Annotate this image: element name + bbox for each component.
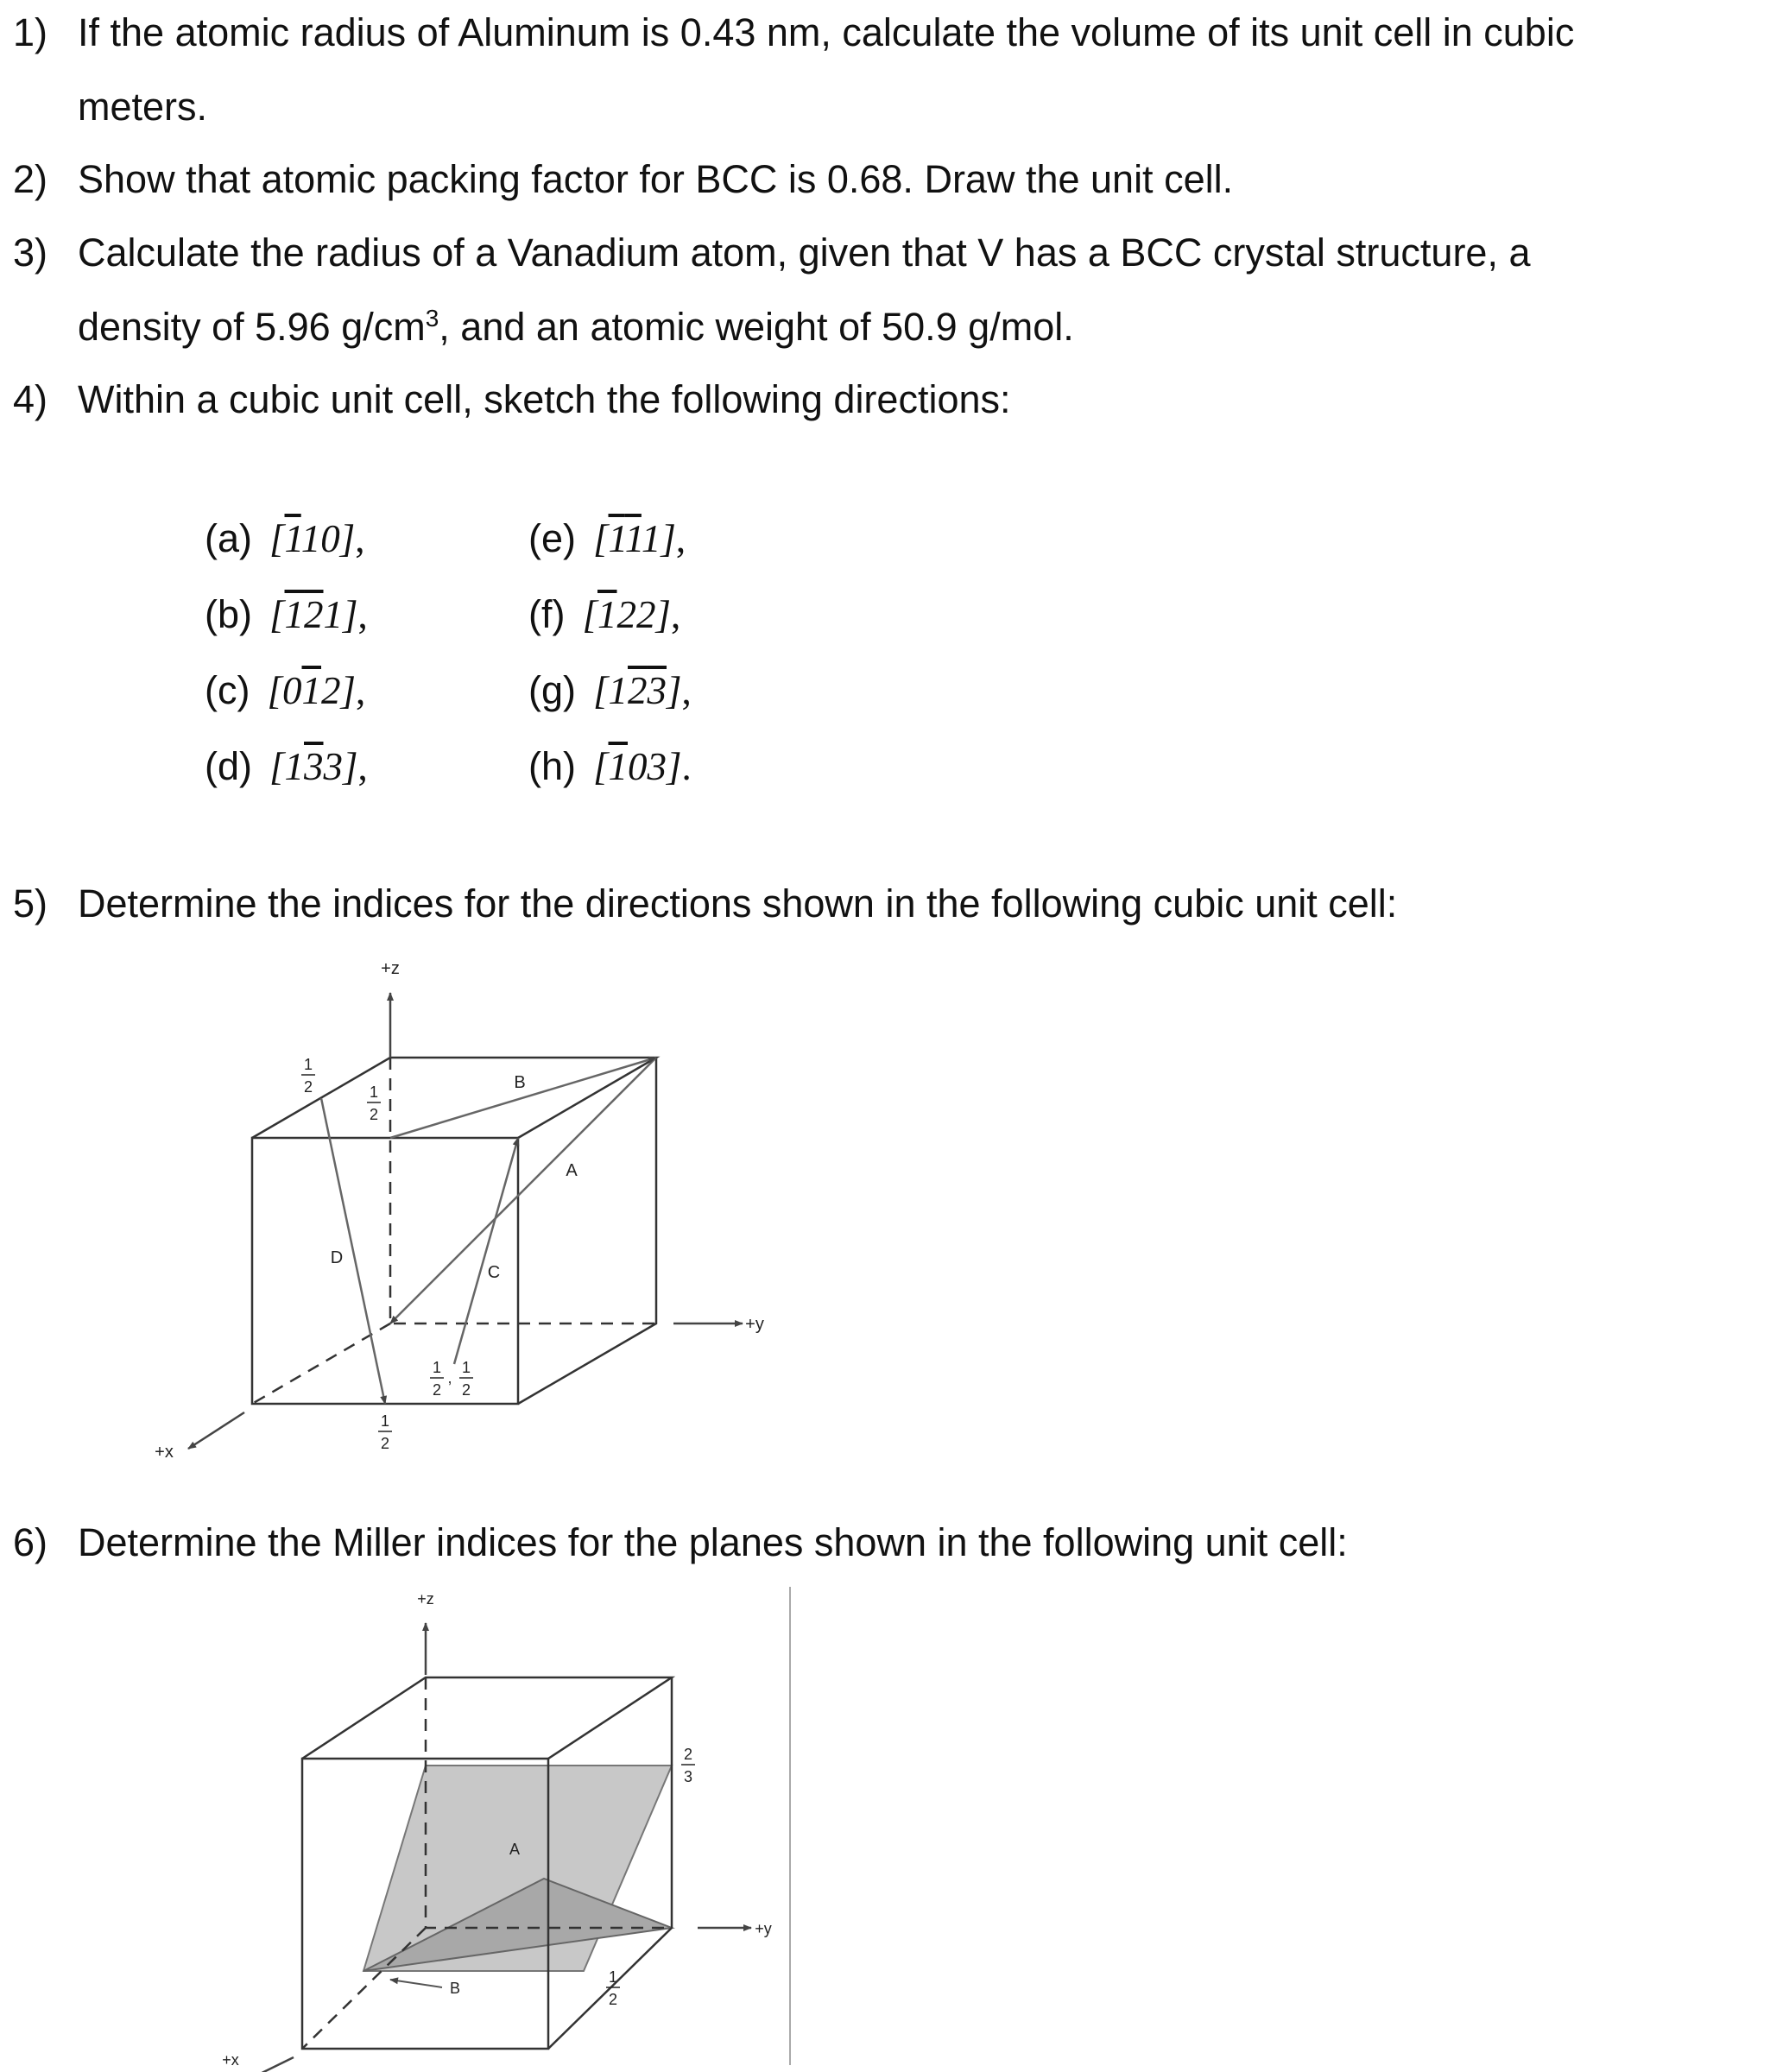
index-digit: 1	[300, 517, 321, 560]
negative-index-digit: 2	[304, 593, 324, 636]
question-number: 6)	[13, 1520, 48, 1564]
direction-label: (h)	[528, 744, 576, 788]
direction-label: (e)	[528, 516, 576, 560]
x-axis	[246, 2057, 294, 2072]
question-number: 4)	[13, 377, 48, 421]
fraction-num: 1	[461, 1359, 471, 1376]
punctuation: ,	[671, 593, 681, 636]
direction-label: (f)	[528, 592, 566, 636]
negative-index-digit: 1	[284, 593, 305, 636]
direction-index: [122],	[582, 593, 681, 636]
question-number: 3)	[13, 231, 48, 275]
direction-label: (g)	[528, 668, 576, 712]
fraction-two-thirds	[681, 1746, 695, 1785]
plane-b-label: B	[449, 1980, 461, 1997]
punctuation: .	[681, 745, 692, 788]
index-digit: 2	[616, 593, 636, 636]
index-digit: 0	[282, 669, 302, 712]
direction-index: [012],	[267, 669, 366, 712]
vector-a-label: A	[566, 1161, 578, 1180]
negative-index-digit: 1	[624, 517, 642, 560]
question-text: Within a cubic unit cell, sketch the following directions:	[78, 377, 1011, 421]
punctuation: ,	[356, 669, 366, 712]
index-digit: 1	[284, 745, 305, 788]
index-digit: 3	[323, 745, 344, 788]
direction-index: [121],	[269, 593, 368, 636]
question-text: If the atomic radius of Aluminum is 0.43 nm, calculate the volume of its unit cell in cubic	[78, 10, 1575, 54]
question-text-cont: meters.	[78, 85, 208, 129]
direction-index: [103].	[593, 745, 692, 788]
question-text: Determine the Miller indices for the planes shown in the following unit cell:	[78, 1520, 1348, 1564]
fraction-num: 1	[432, 1359, 442, 1376]
question-number: 1)	[13, 10, 48, 54]
negative-index-digit: 2	[628, 669, 648, 712]
vector-b-label: B	[514, 1073, 526, 1092]
direction-index: [111],	[593, 517, 686, 560]
fraction-comma: ,	[447, 1369, 452, 1387]
fraction-num: 1	[380, 1412, 390, 1430]
index-digit: 2	[636, 593, 656, 636]
negative-index-digit: 1	[597, 593, 617, 636]
index-digit: 1	[608, 669, 629, 712]
vector-d-label: D	[330, 1248, 344, 1267]
fraction-den: 2	[380, 1435, 390, 1452]
direction-label: (c)	[205, 668, 250, 712]
index-digit: 1	[641, 517, 661, 560]
fraction-den: 2	[303, 1078, 313, 1096]
y-axis-label: +y	[745, 1315, 764, 1334]
atomic-weight-text: , and an atomic weight of 50.9 g/mol.	[439, 305, 1074, 349]
z-axis-label: +z	[417, 1590, 434, 1608]
negative-index-digit: 3	[647, 669, 667, 712]
index-digit: 0	[628, 745, 648, 788]
fraction-den: 3	[683, 1768, 693, 1785]
question-number: 5)	[13, 881, 48, 925]
index-digit: 3	[647, 745, 667, 788]
x-axis-label: +x	[155, 1443, 174, 1462]
plane-a-label: A	[509, 1841, 521, 1858]
question-text: Show that atomic packing factor for BCC is 0.68. Draw the unit cell.	[78, 157, 1234, 201]
fraction-den: 2	[461, 1381, 471, 1399]
negative-index-digit: 3	[304, 745, 324, 788]
negative-index-digit: 1	[284, 517, 301, 560]
index-digit: 0	[320, 517, 340, 560]
punctuation: ,	[355, 517, 365, 560]
fraction-num: 1	[303, 1056, 313, 1073]
punctuation: ,	[357, 745, 368, 788]
punctuation: ,	[681, 669, 692, 712]
negative-index-digit: 1	[301, 669, 321, 712]
question-text: Determine the indices for the directions shown in the following cubic unit cell:	[78, 881, 1398, 925]
fraction-den: 2	[369, 1106, 379, 1123]
index-digit: 1	[323, 593, 344, 636]
fraction-num: 1	[369, 1083, 379, 1101]
index-digit: 2	[321, 669, 341, 712]
negative-index-digit: 1	[608, 745, 629, 788]
cube-top-edges	[302, 1677, 672, 1759]
fraction-half	[606, 1968, 620, 2008]
fraction-num: 1	[608, 1968, 618, 1986]
direction-label: (a)	[205, 516, 252, 560]
negative-index-digit: 1	[608, 517, 625, 560]
vector-c-label: C	[487, 1263, 501, 1282]
direction-index: [133],	[269, 745, 368, 788]
x-axis-label: +x	[222, 2051, 239, 2069]
fraction-num: 2	[683, 1746, 693, 1763]
y-axis-label: +y	[755, 1920, 772, 1937]
density-text: density of 5.96 g/cm	[78, 305, 426, 349]
direction-label: (b)	[205, 592, 252, 636]
question-number: 2)	[13, 157, 48, 201]
z-axis-label: +z	[381, 959, 400, 978]
punctuation: ,	[675, 517, 686, 560]
plane-b-pointer	[390, 1980, 442, 1987]
fraction-den: 2	[608, 1991, 618, 2008]
direction-label: (d)	[205, 744, 252, 788]
superscript: 3	[425, 305, 439, 332]
direction-index: [110],	[269, 517, 365, 560]
fraction-den: 2	[432, 1381, 442, 1399]
punctuation: ,	[357, 593, 368, 636]
question-text: Calculate the radius of a Vanadium atom, given that V has a BCC crystal structure, a	[78, 231, 1531, 275]
direction-index: [123],	[593, 669, 692, 712]
